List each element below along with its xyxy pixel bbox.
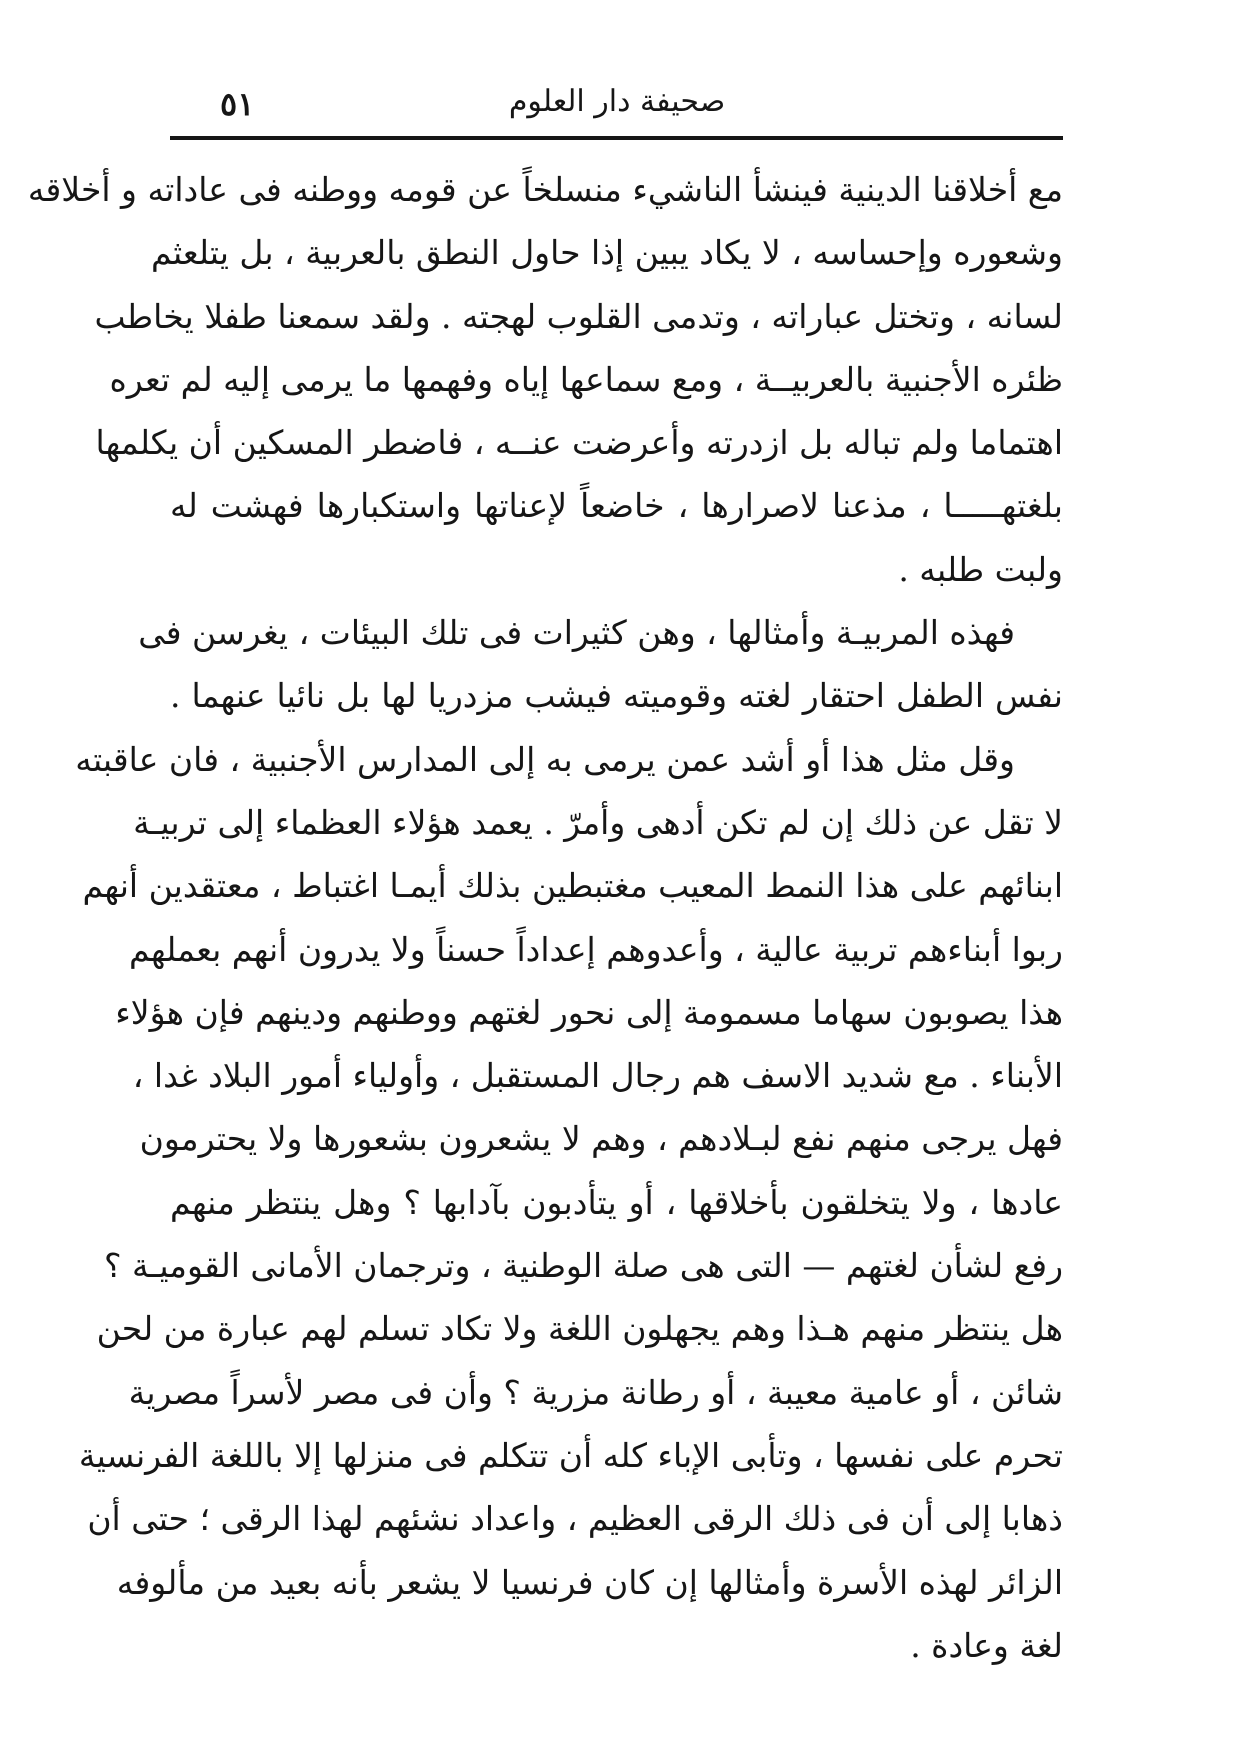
text-line: الأبناء . مع شديد الاسف هم رجال المستقبل ، وأولياء أمور البلاد غدا ، — [132, 1056, 1063, 1096]
text-line: شائن ، أو عامية معيبة ، أو رطانة مزرية ؟ وأن فى مصر لأسراً مصرية — [128, 1372, 1063, 1412]
text-line: هل ينتظر منهم هـذا وهم يجهلون اللغة ولا تكاد تسلم لهم عبارة من لحن — [96, 1309, 1063, 1349]
running-header — [172, 78, 1062, 134]
text-line: رفع لشأن لغتهم — التى هى صلة الوطنية ، وترجمان الأمانى القوميـة ؟ — [103, 1246, 1063, 1286]
text-line: عادها ، ولا يتخلقون بأخلاقها ، أو يتأدبون بآدابها ؟ وهل ينتظر منهم — [170, 1182, 1063, 1222]
text-line: ذهابا إلى أن فى ذلك الرقى العظيم ، واعداد نشئهم لهذا الرقى ؛ حتى أن — [87, 1499, 1063, 1539]
text-line: ابنائهم على هذا النمط المعيب مغتبطين بذلك أيمـا اغتباط ، معتقدين أنهم — [82, 866, 1063, 906]
text-line: لسانه ، وتختل عباراته ، وتدمى القلوب لهجته . ولقد سمعنا طفلا يخاطب — [94, 296, 1063, 336]
paragraph-1 — [27, 158, 1063, 601]
text-line: بلغتهـــــا ، مذعنا لاصرارها ، خاضعاً لإعناتها واستكبارها فهشت له — [170, 486, 1063, 526]
text-line: وشعوره وإحساسه ، لا يكاد يبين إذا حاول النطق بالعربية ، بل يتلعثم — [150, 233, 1063, 273]
text-line: فهل يرجى منهم نفع لبـلادهم ، وهم لا يشعرون بشعورها ولا يحترمون — [139, 1119, 1063, 1159]
text-line: نفس الطفل احتقار لغته وقوميته فيشب مزدريا لها بل نائيا عنهما . — [170, 676, 1063, 716]
text-line: تحرم على نفسها ، وتأبى الإباء كله أن تتكلم فى منزلها إلا باللغة الفرنسية — [78, 1435, 1063, 1475]
text-line: ظئره الأجنبية بالعربيــة ، ومع سماعها إياه وفهمها ما يرمى إليه لم تعره — [109, 359, 1063, 399]
text-line: فهذه المربيـة وأمثالها ، وهن كثيرات فى تلك البيئات ، يغرسن فى — [138, 613, 1015, 653]
text-line: هذا يصوبون سهاما مسمومة إلى نحور لغتهم ووطنهم ودينهم فإن هؤلاء — [115, 992, 1063, 1032]
paragraph-2 — [138, 601, 1063, 728]
text-line: لا تقل عن ذلك إن لم تكن أدهى وأمرّ . يعمد هؤلاء العظماء إلى تربيـة — [133, 802, 1063, 842]
journal-title: صحيفة دار العلوم — [508, 84, 726, 119]
page-number: ٥١ — [220, 85, 255, 123]
text-line: ربوا أبناءهم تربية عالية ، وأعدوهم إعداداً حسناً ولا يدرون أنهم بعملهم — [129, 929, 1063, 969]
body-text — [27, 158, 1063, 1677]
text-line: لغة وعادة . — [910, 1625, 1063, 1665]
header-divider — [170, 136, 1063, 140]
text-line: الزائر لهذه الأسرة وأمثالها إن كان فرنسيا لا يشعر بأنه بعيد من مألوفه — [116, 1562, 1063, 1602]
text-line: ولبت طلبه . — [898, 549, 1063, 589]
text-line: وقل مثل هذا أو أشد عمن يرمى به إلى المدارس الأجنبية ، فان عاقبته — [75, 739, 1015, 779]
text-line: اهتماما ولم تباله بل ازدرته وأعرضت عنــه ، فاضطر المسكين أن يكلمها — [95, 423, 1063, 463]
paragraph-3 — [75, 728, 1063, 1677]
text-line: مع أخلاقنا الدينية فينشأ الناشيء منسلخاً عن قومه ووطنه فى عاداته و أخلاقه — [27, 170, 1063, 209]
